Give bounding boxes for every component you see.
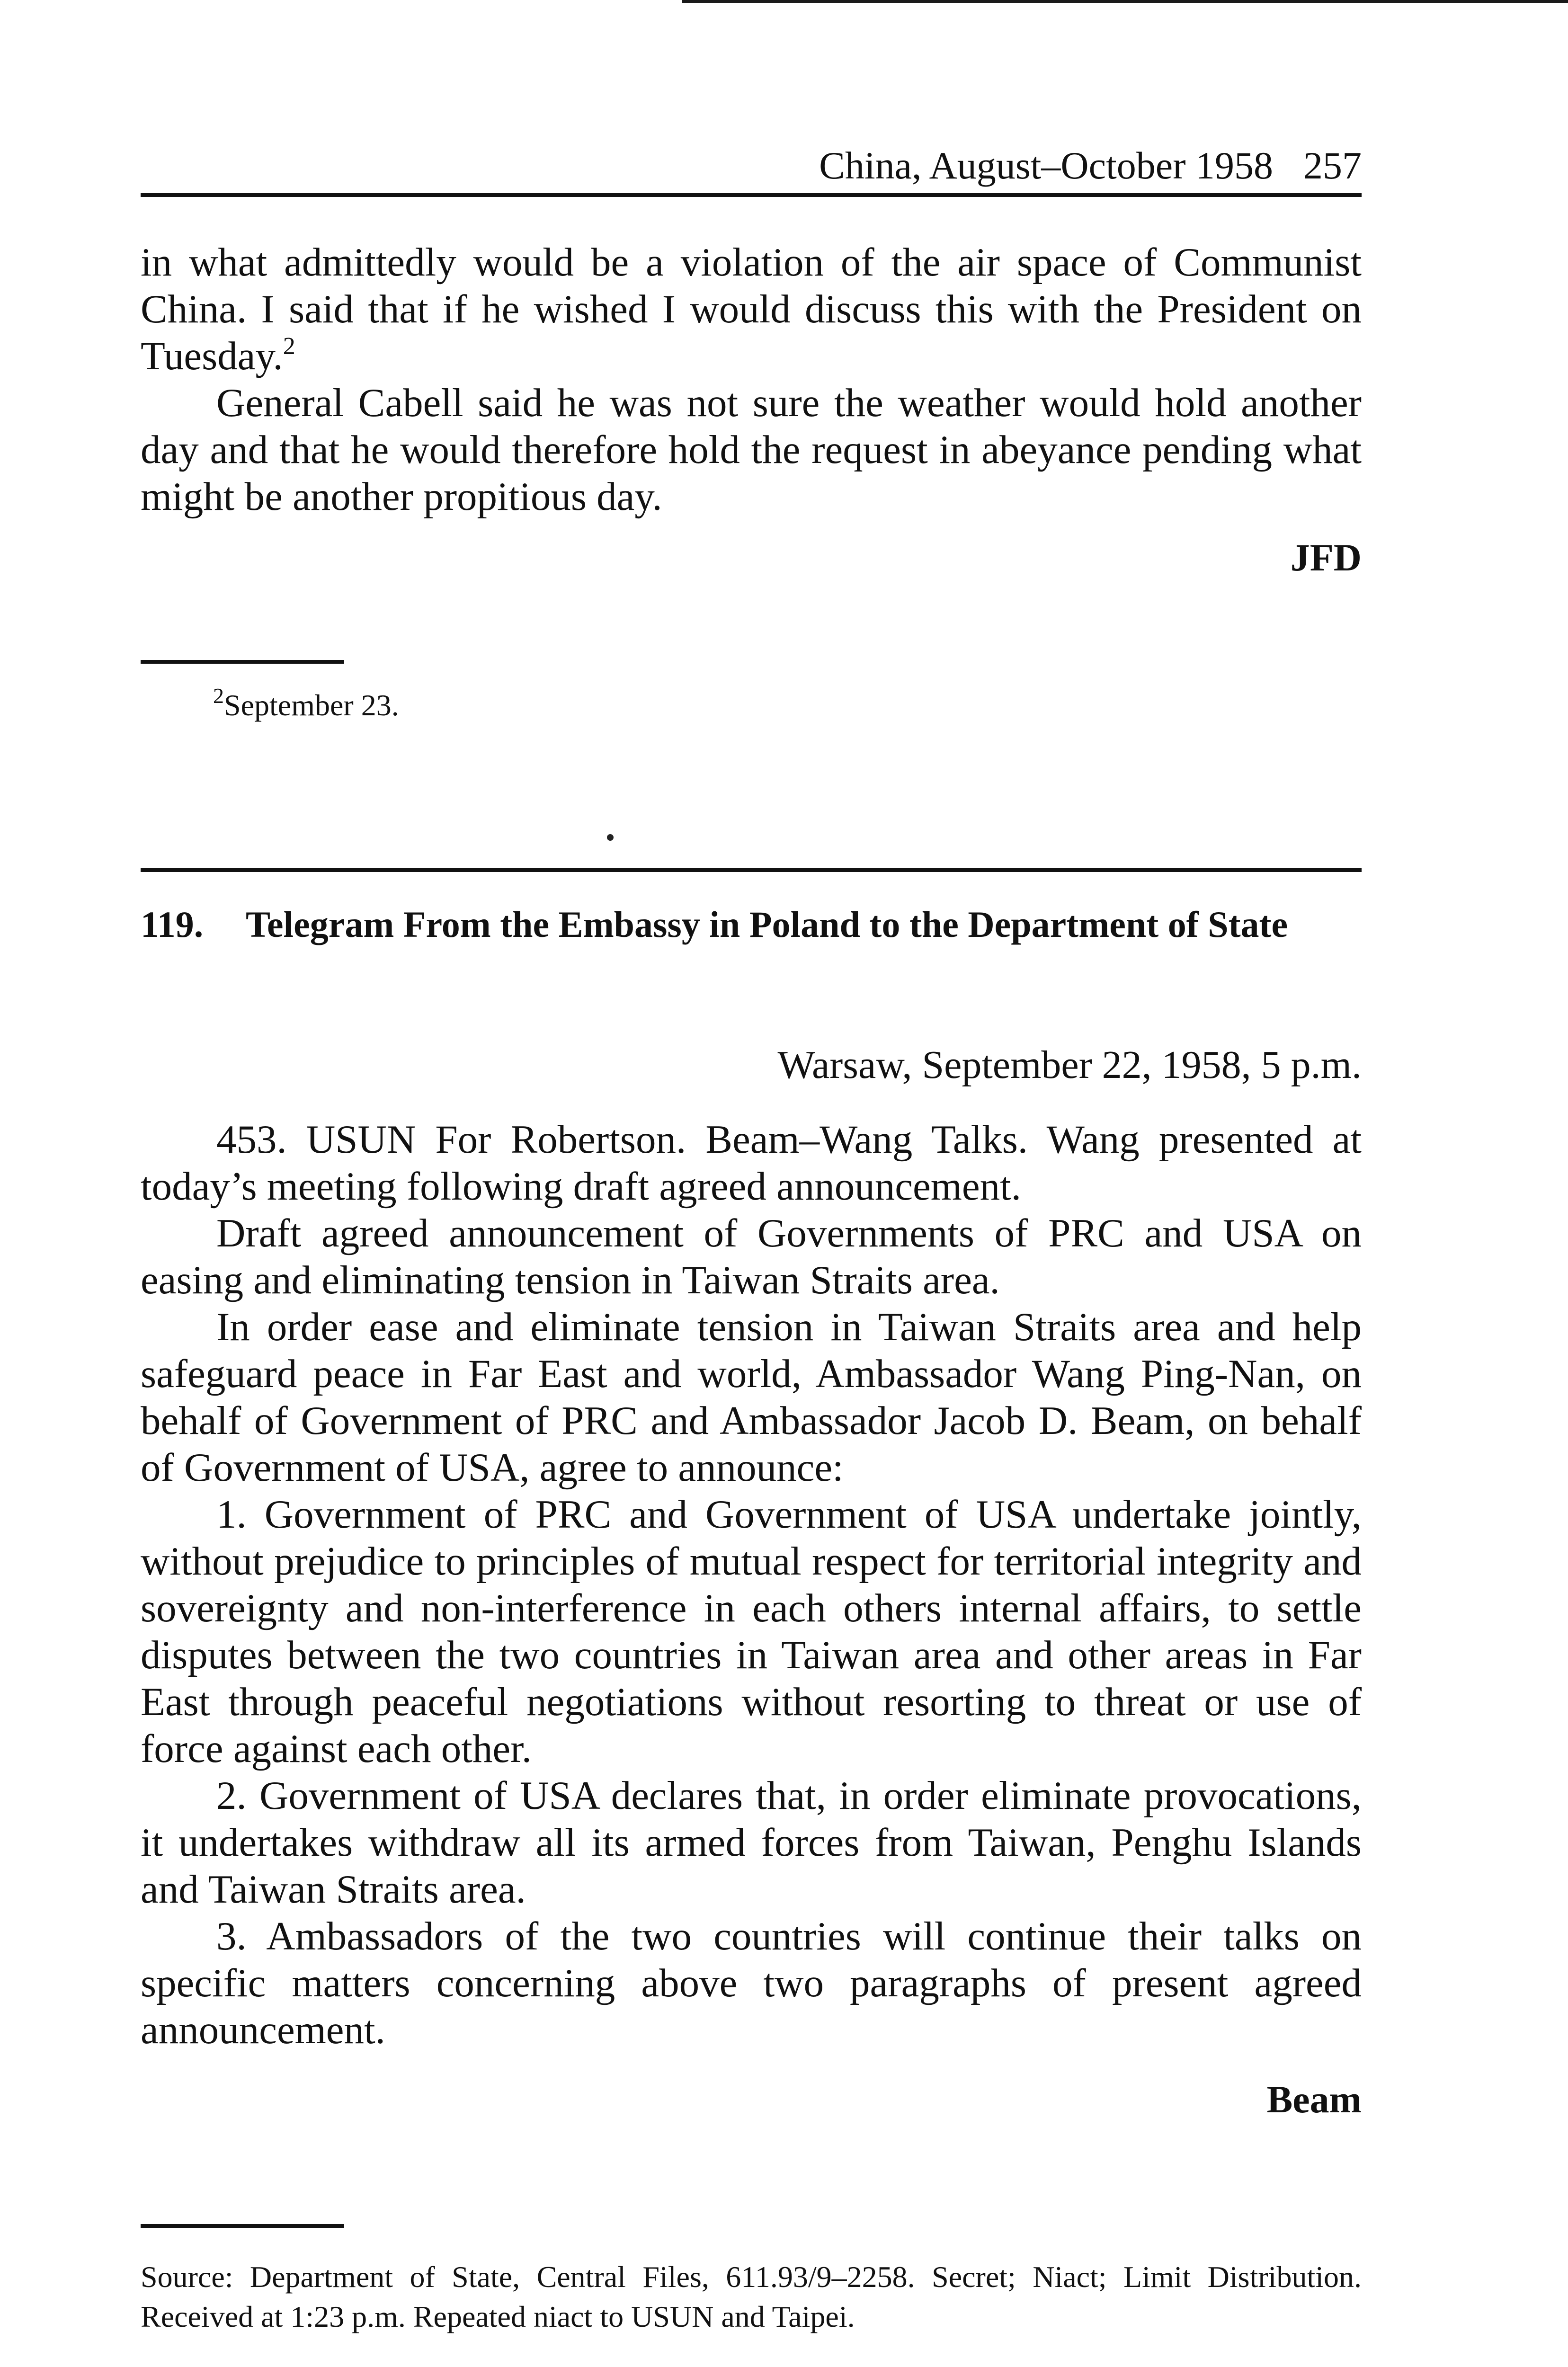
- signature-jfd: JFD: [1290, 536, 1362, 579]
- telegram-paragraph: 453. USUN For Robertson. Beam–Wang Talks. Wang presented at today’s meeting following draft agreed announcement.: [141, 1117, 1362, 1209]
- signature-beam: Beam: [1266, 2078, 1362, 2121]
- dateline: Warsaw, September 22, 1958, 5 p.m.: [777, 1043, 1362, 1087]
- footnote-rule: [141, 660, 344, 664]
- telegram-body: [141, 1116, 1362, 2054]
- page-edge-line: [682, 0, 1568, 3]
- document-number: 119.: [141, 904, 204, 945]
- telegram-paragraph: In order ease and eliminate tension in Taiwan Straits area and help safeguard peace in Far East and world, Ambassador Wang Ping-Nan, on behalf of Government of PRC and Ambassador Jacob D. Beam, on behalf of Government of USA, agree to announce:: [141, 1305, 1362, 1490]
- header-rule: [141, 193, 1362, 197]
- running-head: [0, 142, 1362, 189]
- document-title: Telegram From the Embassy in Poland to the Department of State: [246, 904, 1288, 945]
- footnote-number: 2: [213, 684, 224, 708]
- footnote-2: [213, 685, 923, 725]
- announcement-point-2: 2. Government of USA declares that, in order eliminate provocations, it undertakes withdraw all its armed forces from Taiwan, Penghu Islands and Taiwan Straits area.: [141, 1773, 1362, 1912]
- announcement-point-3: 3. Ambassadors of the two countries will continue their talks on specific matters concerning above two paragraphs of present agreed announcement.: [141, 1914, 1362, 2052]
- document-heading: [141, 902, 1362, 947]
- footnote-text: September 23.: [224, 688, 399, 722]
- section-rule: [141, 868, 1362, 872]
- doc118-paragraph: General Cabell said he was not sure the weather would hold another day and that he would therefore hold the request in abeyance pending what might be another propitious day.: [141, 381, 1362, 519]
- source-note: Source: Department of State, Central Files, 611.93/9–2258. Secret; Niact; Limit Distribution. Received at 1:23 p.m. Repeated niact to USUN and Taipei.: [141, 2260, 1362, 2333]
- announcement-point-1: 1. Government of PRC and Government of USA undertake jointly, without prejudice to principles of mutual respect for territorial integrity and sovereignty and non-interference in each others internal affairs, to settle disputes between the two countries in Taiwan area and other areas in Far East through peaceful negotiations without resorting to threat or use of force against each other.: [141, 1492, 1362, 1771]
- running-head-title: China, August–October 1958: [819, 144, 1273, 187]
- telegram-paragraph: Draft agreed announcement of Governments of PRC and USA on easing and eliminating tension in Taiwan Straits area.: [141, 1211, 1362, 1302]
- print-speck: [607, 834, 614, 841]
- footnote-marker: 2: [283, 333, 295, 360]
- source-note-rule: [141, 2224, 344, 2228]
- page-number: 257: [1303, 144, 1362, 187]
- doc118-paragraph: in what admittedly would be a violation of the air space of Communist China. I said that if he wished I would discuss this with the President on Tuesday.$^2$: [141, 240, 1362, 378]
- doc118-continuation-text: [141, 239, 1362, 520]
